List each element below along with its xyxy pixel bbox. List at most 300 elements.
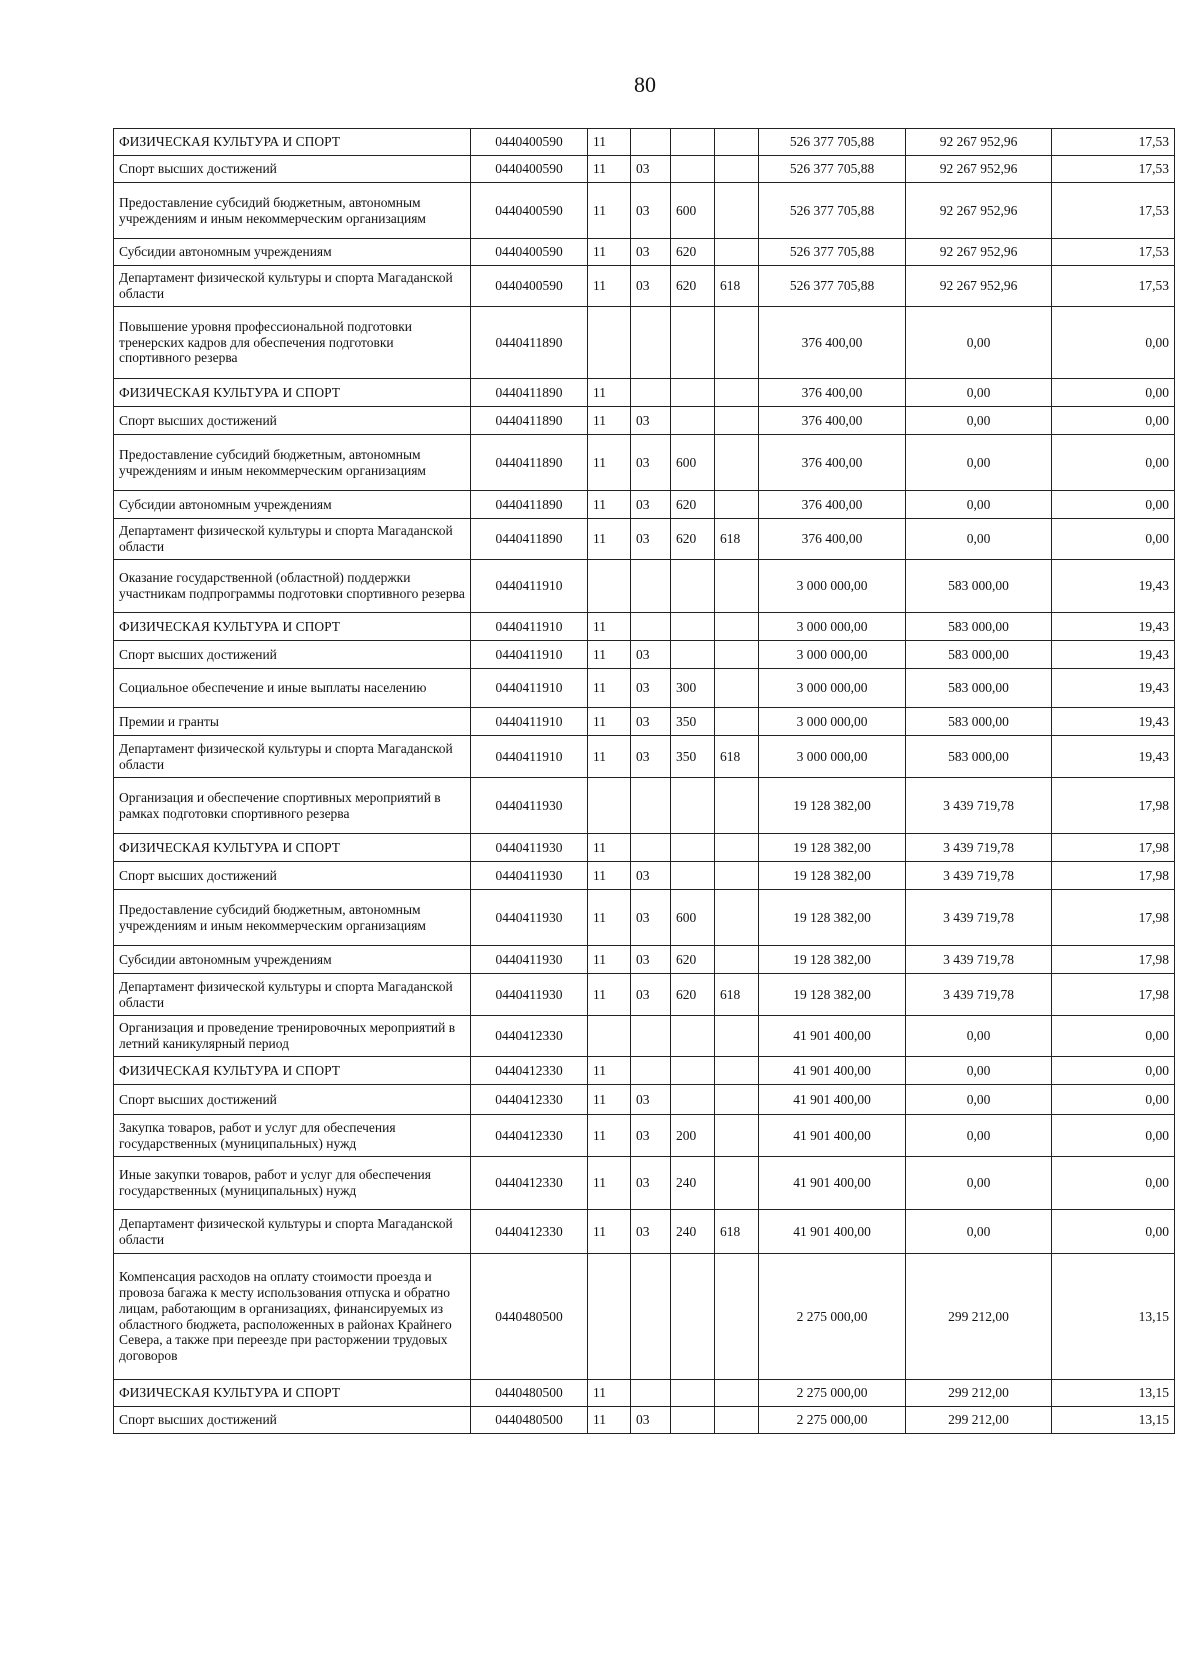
row-expense-type (671, 307, 715, 379)
row-name: Департамент физической культуры и спорта Магаданской области (114, 974, 471, 1016)
row-name: Субсидии автономным учреждениям (114, 239, 471, 266)
row-percent: 0,00 (1052, 435, 1175, 491)
row-code: 0440411910 (471, 708, 588, 736)
row-code: 0440411930 (471, 862, 588, 890)
row-section: 11 (588, 407, 631, 435)
row-actual-amount: 0,00 (906, 1210, 1052, 1254)
table-row (114, 613, 1175, 641)
table-row (114, 129, 1175, 156)
row-actual-amount: 92 267 952,96 (906, 266, 1052, 307)
row-code: 0440480500 (471, 1380, 588, 1407)
row-percent: 0,00 (1052, 491, 1175, 519)
row-admin-code (715, 129, 759, 156)
row-admin-code: 618 (715, 266, 759, 307)
row-actual-amount: 299 212,00 (906, 1380, 1052, 1407)
row-section (588, 1016, 631, 1057)
row-section: 11 (588, 266, 631, 307)
table-row (114, 641, 1175, 669)
row-expense-type: 300 (671, 669, 715, 708)
table-row (114, 1157, 1175, 1210)
row-plan-amount: 41 901 400,00 (759, 1085, 906, 1115)
table-row (114, 379, 1175, 407)
row-actual-amount: 0,00 (906, 491, 1052, 519)
row-admin-code (715, 778, 759, 834)
row-actual-amount: 0,00 (906, 1157, 1052, 1210)
row-plan-amount: 19 128 382,00 (759, 834, 906, 862)
row-subsection: 03 (631, 1115, 671, 1157)
row-code: 0440412330 (471, 1115, 588, 1157)
row-percent: 0,00 (1052, 1157, 1175, 1210)
row-plan-amount: 2 275 000,00 (759, 1380, 906, 1407)
row-name: ФИЗИЧЕСКАЯ КУЛЬТУРА И СПОРТ (114, 1057, 471, 1085)
row-plan-amount: 3 000 000,00 (759, 669, 906, 708)
row-section: 11 (588, 1115, 631, 1157)
row-name: Спорт высших достижений (114, 641, 471, 669)
row-expense-type: 620 (671, 266, 715, 307)
row-expense-type (671, 778, 715, 834)
row-expense-type (671, 379, 715, 407)
row-section: 11 (588, 1380, 631, 1407)
row-name: Субсидии автономным учреждениям (114, 946, 471, 974)
row-admin-code: 618 (715, 736, 759, 778)
table-row (114, 307, 1175, 379)
row-percent: 17,53 (1052, 129, 1175, 156)
row-subsection (631, 778, 671, 834)
row-plan-amount: 3 000 000,00 (759, 613, 906, 641)
row-code: 0440411910 (471, 560, 588, 613)
row-plan-amount: 41 901 400,00 (759, 1210, 906, 1254)
row-actual-amount: 92 267 952,96 (906, 156, 1052, 183)
row-percent: 19,43 (1052, 613, 1175, 641)
row-actual-amount: 0,00 (906, 379, 1052, 407)
row-section: 11 (588, 834, 631, 862)
row-name: ФИЗИЧЕСКАЯ КУЛЬТУРА И СПОРТ (114, 613, 471, 641)
row-actual-amount: 0,00 (906, 307, 1052, 379)
row-section: 11 (588, 890, 631, 946)
row-subsection (631, 613, 671, 641)
row-section: 11 (588, 435, 631, 491)
row-admin-code (715, 834, 759, 862)
row-admin-code (715, 239, 759, 266)
row-admin-code: 618 (715, 1210, 759, 1254)
row-subsection: 03 (631, 1157, 671, 1210)
row-subsection: 03 (631, 239, 671, 266)
row-code: 0440411890 (471, 307, 588, 379)
row-plan-amount: 41 901 400,00 (759, 1016, 906, 1057)
row-admin-code (715, 641, 759, 669)
row-admin-code (715, 862, 759, 890)
row-plan-amount: 2 275 000,00 (759, 1254, 906, 1380)
row-admin-code (715, 379, 759, 407)
row-section: 11 (588, 129, 631, 156)
row-percent: 19,43 (1052, 669, 1175, 708)
row-plan-amount: 41 901 400,00 (759, 1157, 906, 1210)
row-expense-type (671, 1085, 715, 1115)
row-code: 0440411890 (471, 379, 588, 407)
row-actual-amount: 0,00 (906, 1057, 1052, 1085)
row-expense-type: 620 (671, 491, 715, 519)
row-subsection: 03 (631, 435, 671, 491)
row-actual-amount: 583 000,00 (906, 708, 1052, 736)
row-plan-amount: 376 400,00 (759, 379, 906, 407)
table-row (114, 1115, 1175, 1157)
row-code: 0440400590 (471, 239, 588, 266)
row-plan-amount: 526 377 705,88 (759, 266, 906, 307)
row-admin-code (715, 1115, 759, 1157)
row-code: 0440412330 (471, 1085, 588, 1115)
row-plan-amount: 526 377 705,88 (759, 129, 906, 156)
row-section: 11 (588, 156, 631, 183)
row-actual-amount: 3 439 719,78 (906, 834, 1052, 862)
row-code: 0440400590 (471, 183, 588, 239)
row-subsection (631, 379, 671, 407)
row-expense-type (671, 407, 715, 435)
row-actual-amount: 583 000,00 (906, 613, 1052, 641)
row-actual-amount: 0,00 (906, 435, 1052, 491)
row-actual-amount: 583 000,00 (906, 560, 1052, 613)
row-code: 0440400590 (471, 129, 588, 156)
row-plan-amount: 2 275 000,00 (759, 1407, 906, 1434)
row-actual-amount: 0,00 (906, 1085, 1052, 1115)
row-percent: 19,43 (1052, 736, 1175, 778)
row-subsection (631, 1016, 671, 1057)
row-name: Иные закупки товаров, работ и услуг для обеспечения государственных (муниципальных) нужд (114, 1157, 471, 1210)
row-plan-amount: 19 128 382,00 (759, 974, 906, 1016)
row-admin-code (715, 669, 759, 708)
row-expense-type: 600 (671, 183, 715, 239)
row-code: 0440411890 (471, 491, 588, 519)
row-percent: 17,98 (1052, 834, 1175, 862)
row-section (588, 778, 631, 834)
row-section: 11 (588, 183, 631, 239)
row-subsection: 03 (631, 491, 671, 519)
row-percent: 13,15 (1052, 1407, 1175, 1434)
row-expense-type: 620 (671, 239, 715, 266)
row-percent: 0,00 (1052, 519, 1175, 560)
row-percent: 17,98 (1052, 778, 1175, 834)
table-row (114, 778, 1175, 834)
row-name: ФИЗИЧЕСКАЯ КУЛЬТУРА И СПОРТ (114, 379, 471, 407)
row-percent: 0,00 (1052, 407, 1175, 435)
row-section: 11 (588, 708, 631, 736)
row-code: 0440411890 (471, 435, 588, 491)
table-row (114, 435, 1175, 491)
row-subsection (631, 307, 671, 379)
row-name: Спорт высших достижений (114, 407, 471, 435)
row-actual-amount: 0,00 (906, 1115, 1052, 1157)
table-row (114, 560, 1175, 613)
row-section: 11 (588, 239, 631, 266)
row-subsection: 03 (631, 890, 671, 946)
row-admin-code (715, 1085, 759, 1115)
row-name: Спорт высших достижений (114, 1085, 471, 1115)
row-admin-code (715, 183, 759, 239)
table-row (114, 736, 1175, 778)
row-percent: 17,53 (1052, 239, 1175, 266)
row-name: Предоставление субсидий бюджетным, автономным учреждениям и иным некоммерческим организациям (114, 435, 471, 491)
row-expense-type: 240 (671, 1210, 715, 1254)
row-subsection: 03 (631, 862, 671, 890)
row-name: Компенсация расходов на оплату стоимости проезда и провоза багажа к месту использования отпуска и обратно лицам, работающим в организациях, финансируемых из областного бюджета, расположенных в районах Крайнего Севера, а также при переезде при расторжении трудовых договоров (114, 1254, 471, 1380)
row-name: Премии и гранты (114, 708, 471, 736)
row-admin-code (715, 1057, 759, 1085)
row-code: 0440412330 (471, 1057, 588, 1085)
table-row (114, 669, 1175, 708)
row-section: 11 (588, 974, 631, 1016)
row-name: Департамент физической культуры и спорта Магаданской области (114, 1210, 471, 1254)
row-plan-amount: 526 377 705,88 (759, 239, 906, 266)
row-percent: 17,53 (1052, 156, 1175, 183)
row-expense-type (671, 1380, 715, 1407)
row-actual-amount: 3 439 719,78 (906, 890, 1052, 946)
row-actual-amount: 583 000,00 (906, 641, 1052, 669)
row-expense-type (671, 1057, 715, 1085)
row-code: 0440411930 (471, 974, 588, 1016)
row-name: Спорт высших достижений (114, 156, 471, 183)
row-admin-code (715, 1016, 759, 1057)
row-name: ФИЗИЧЕСКАЯ КУЛЬТУРА И СПОРТ (114, 129, 471, 156)
table-row (114, 974, 1175, 1016)
table-row (114, 239, 1175, 266)
row-percent: 17,53 (1052, 266, 1175, 307)
row-subsection: 03 (631, 708, 671, 736)
row-section (588, 307, 631, 379)
row-subsection: 03 (631, 641, 671, 669)
table-row (114, 946, 1175, 974)
table-row (114, 1057, 1175, 1085)
row-admin-code (715, 1157, 759, 1210)
row-subsection: 03 (631, 266, 671, 307)
row-code: 0440480500 (471, 1254, 588, 1380)
row-code: 0440411910 (471, 613, 588, 641)
row-percent: 17,98 (1052, 974, 1175, 1016)
row-expense-type: 600 (671, 435, 715, 491)
row-plan-amount: 19 128 382,00 (759, 890, 906, 946)
table-row (114, 407, 1175, 435)
row-percent: 0,00 (1052, 379, 1175, 407)
row-actual-amount: 92 267 952,96 (906, 239, 1052, 266)
row-section: 11 (588, 736, 631, 778)
row-admin-code (715, 156, 759, 183)
row-subsection: 03 (631, 183, 671, 239)
row-code: 0440411910 (471, 641, 588, 669)
row-section: 11 (588, 1210, 631, 1254)
row-plan-amount: 19 128 382,00 (759, 862, 906, 890)
row-plan-amount: 526 377 705,88 (759, 156, 906, 183)
row-plan-amount: 376 400,00 (759, 491, 906, 519)
row-name: Департамент физической культуры и спорта Магаданской области (114, 266, 471, 307)
row-plan-amount: 376 400,00 (759, 435, 906, 491)
row-actual-amount: 3 439 719,78 (906, 946, 1052, 974)
row-subsection (631, 129, 671, 156)
row-admin-code (715, 1254, 759, 1380)
row-subsection (631, 1057, 671, 1085)
row-percent: 19,43 (1052, 708, 1175, 736)
row-percent: 19,43 (1052, 641, 1175, 669)
row-percent: 13,15 (1052, 1254, 1175, 1380)
row-section: 11 (588, 379, 631, 407)
row-name: ФИЗИЧЕСКАЯ КУЛЬТУРА И СПОРТ (114, 834, 471, 862)
row-code: 0440412330 (471, 1157, 588, 1210)
row-admin-code (715, 1407, 759, 1434)
row-subsection: 03 (631, 669, 671, 708)
row-code: 0440480500 (471, 1407, 588, 1434)
row-actual-amount: 3 439 719,78 (906, 974, 1052, 1016)
row-subsection: 03 (631, 1407, 671, 1434)
row-admin-code (715, 1380, 759, 1407)
row-actual-amount: 583 000,00 (906, 669, 1052, 708)
row-expense-type: 620 (671, 974, 715, 1016)
row-percent: 19,43 (1052, 560, 1175, 613)
row-admin-code: 618 (715, 974, 759, 1016)
budget-table (113, 128, 1175, 1434)
row-plan-amount: 41 901 400,00 (759, 1115, 906, 1157)
table-row (114, 1016, 1175, 1057)
table-row (114, 834, 1175, 862)
row-admin-code (715, 491, 759, 519)
row-code: 0440411890 (471, 519, 588, 560)
row-expense-type: 620 (671, 946, 715, 974)
row-subsection: 03 (631, 736, 671, 778)
row-name: Повышение уровня профессиональной подготовки тренерских кадров для обеспечения подготовки спортивного резерва (114, 307, 471, 379)
row-admin-code: 618 (715, 519, 759, 560)
row-expense-type (671, 1407, 715, 1434)
row-section: 11 (588, 641, 631, 669)
row-expense-type (671, 613, 715, 641)
row-code: 0440412330 (471, 1016, 588, 1057)
row-actual-amount: 299 212,00 (906, 1407, 1052, 1434)
row-actual-amount: 3 439 719,78 (906, 778, 1052, 834)
row-section (588, 560, 631, 613)
row-section: 11 (588, 613, 631, 641)
row-actual-amount: 3 439 719,78 (906, 862, 1052, 890)
row-plan-amount: 376 400,00 (759, 519, 906, 560)
row-expense-type: 350 (671, 736, 715, 778)
row-percent: 0,00 (1052, 307, 1175, 379)
table-row (114, 183, 1175, 239)
row-percent: 17,53 (1052, 183, 1175, 239)
row-code: 0440411910 (471, 736, 588, 778)
row-percent: 0,00 (1052, 1016, 1175, 1057)
row-name: Организация и обеспечение спортивных мероприятий в рамках подготовки спортивного резерва (114, 778, 471, 834)
row-section: 11 (588, 946, 631, 974)
row-percent: 0,00 (1052, 1115, 1175, 1157)
row-name: Спорт высших достижений (114, 862, 471, 890)
row-expense-type: 200 (671, 1115, 715, 1157)
row-section: 11 (588, 862, 631, 890)
row-plan-amount: 376 400,00 (759, 307, 906, 379)
table-row (114, 156, 1175, 183)
row-name: Департамент физической культуры и спорта Магаданской области (114, 519, 471, 560)
row-admin-code (715, 708, 759, 736)
row-section: 11 (588, 1157, 631, 1210)
row-actual-amount: 299 212,00 (906, 1254, 1052, 1380)
row-section: 11 (588, 1057, 631, 1085)
row-plan-amount: 19 128 382,00 (759, 946, 906, 974)
row-expense-type: 600 (671, 890, 715, 946)
row-plan-amount: 376 400,00 (759, 407, 906, 435)
row-plan-amount: 526 377 705,88 (759, 183, 906, 239)
row-plan-amount: 3 000 000,00 (759, 708, 906, 736)
row-percent: 0,00 (1052, 1057, 1175, 1085)
row-subsection (631, 1380, 671, 1407)
row-expense-type (671, 156, 715, 183)
row-name: Субсидии автономным учреждениям (114, 491, 471, 519)
row-section: 11 (588, 1085, 631, 1115)
row-subsection: 03 (631, 156, 671, 183)
row-expense-type (671, 129, 715, 156)
row-section (588, 1254, 631, 1380)
row-name: Спорт высших достижений (114, 1407, 471, 1434)
row-name: Предоставление субсидий бюджетным, автономным учреждениям и иным некоммерческим организациям (114, 890, 471, 946)
table-row (114, 519, 1175, 560)
row-expense-type (671, 834, 715, 862)
row-subsection (631, 834, 671, 862)
row-expense-type: 240 (671, 1157, 715, 1210)
row-subsection: 03 (631, 519, 671, 560)
row-subsection: 03 (631, 974, 671, 1016)
row-plan-amount: 41 901 400,00 (759, 1057, 906, 1085)
row-code: 0440400590 (471, 156, 588, 183)
row-percent: 0,00 (1052, 1210, 1175, 1254)
row-expense-type (671, 862, 715, 890)
row-admin-code (715, 613, 759, 641)
row-percent: 17,98 (1052, 890, 1175, 946)
row-subsection: 03 (631, 946, 671, 974)
row-name: Предоставление субсидий бюджетным, автономным учреждениям и иным некоммерческим организациям (114, 183, 471, 239)
row-expense-type (671, 641, 715, 669)
row-name: Организация и проведение тренировочных мероприятий в летний каникулярный период (114, 1016, 471, 1057)
row-expense-type (671, 1254, 715, 1380)
row-code: 0440400590 (471, 266, 588, 307)
row-admin-code (715, 946, 759, 974)
row-name: Социальное обеспечение и иные выплаты населению (114, 669, 471, 708)
row-plan-amount: 19 128 382,00 (759, 778, 906, 834)
table-row (114, 1254, 1175, 1380)
row-percent: 17,98 (1052, 862, 1175, 890)
table-row (114, 890, 1175, 946)
page-number: 80 (634, 72, 656, 97)
row-subsection (631, 1254, 671, 1380)
row-section: 11 (588, 669, 631, 708)
table-row (114, 491, 1175, 519)
row-actual-amount: 92 267 952,96 (906, 129, 1052, 156)
row-admin-code (715, 435, 759, 491)
row-subsection (631, 560, 671, 613)
row-percent: 13,15 (1052, 1380, 1175, 1407)
row-actual-amount: 92 267 952,96 (906, 183, 1052, 239)
row-section: 11 (588, 519, 631, 560)
row-percent: 0,00 (1052, 1085, 1175, 1115)
row-code: 0440411930 (471, 834, 588, 862)
row-percent: 17,98 (1052, 946, 1175, 974)
table-row (114, 1380, 1175, 1407)
row-code: 0440411910 (471, 669, 588, 708)
row-actual-amount: 0,00 (906, 519, 1052, 560)
row-name: ФИЗИЧЕСКАЯ КУЛЬТУРА И СПОРТ (114, 1380, 471, 1407)
row-expense-type (671, 1016, 715, 1057)
row-code: 0440411890 (471, 407, 588, 435)
table-row (114, 266, 1175, 307)
row-section: 11 (588, 1407, 631, 1434)
table-row (114, 708, 1175, 736)
row-name: Оказание государственной (областной) поддержки участникам подпрограммы подготовки спортивного резерва (114, 560, 471, 613)
row-name: Департамент физической культуры и спорта Магаданской области (114, 736, 471, 778)
table-body (114, 129, 1175, 1434)
row-admin-code (715, 307, 759, 379)
table-row (114, 862, 1175, 890)
row-code: 0440411930 (471, 890, 588, 946)
